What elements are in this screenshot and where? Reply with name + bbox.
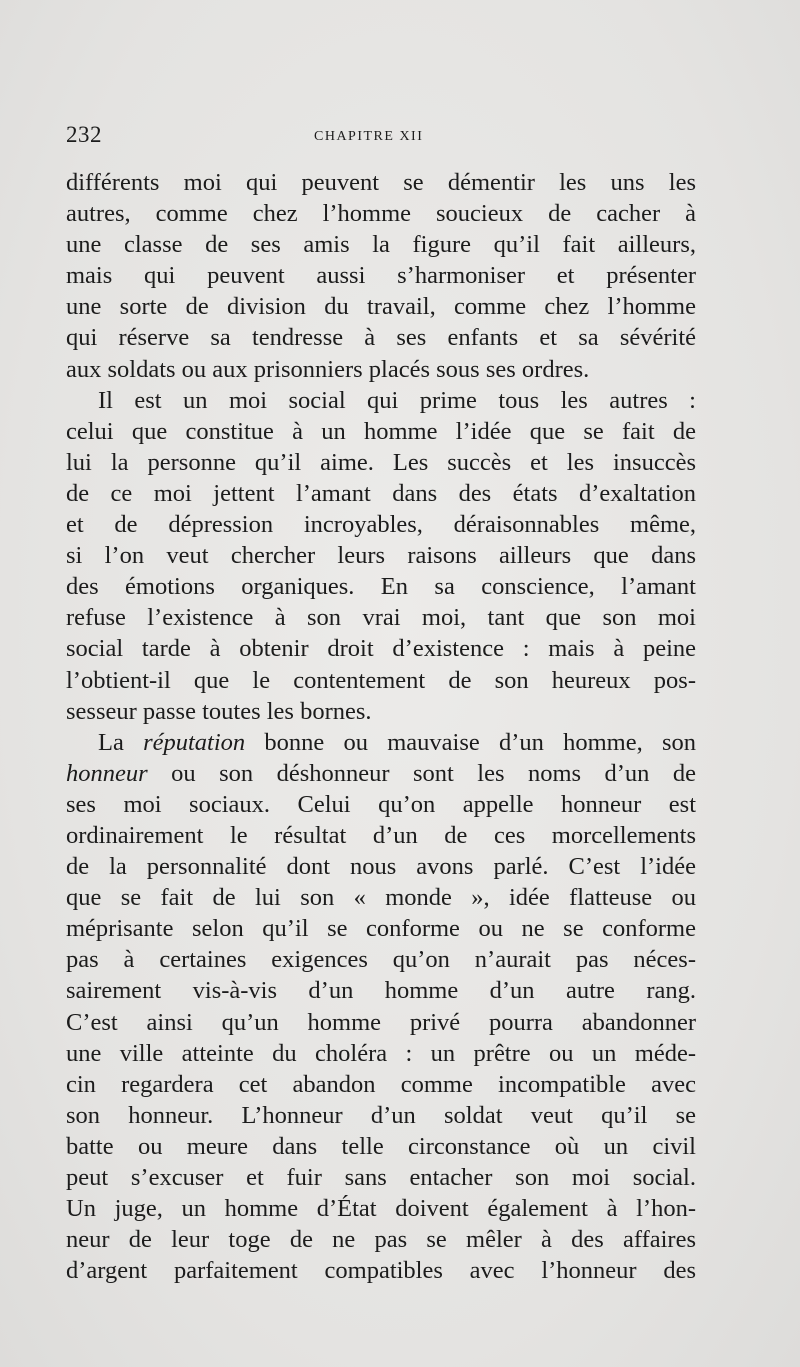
text-line: ses moi sociaux. Celui qu’on appelle honneur est [66, 790, 696, 818]
text-line: de ce moi jettent l’amant dans des états d’exaltation [66, 479, 696, 507]
italic-term-reputation: réputation [143, 728, 246, 756]
text-line: neur de leur toge de ne pas se mêler à des affaires [66, 1226, 696, 1254]
text-line [66, 727, 696, 758]
text-line: sesseur passe toutes les bornes. [66, 697, 372, 725]
text-line: aux soldats ou aux prisonniers placés sous ses ordres. [66, 355, 590, 383]
text-fragment: La [98, 728, 144, 756]
text-fragment: ou son déshonneur sont les noms d’un de [147, 759, 696, 787]
italic-term-honneur: honneur [66, 759, 148, 787]
text-line: mais qui peuvent aussi s’harmoniser et présenter [66, 262, 696, 290]
text-line: d’argent parfaitement compatibles avec l’honneur des [66, 1257, 696, 1285]
chapter-title: CHAPITRE XII [314, 129, 424, 144]
text-line: C’est ainsi qu’un homme privé pourra abandonner [66, 1008, 696, 1036]
text-line: Il est un moi social qui prime tous les autres : [98, 386, 696, 414]
text-line: cin regardera cet abandon comme incompatible avec [66, 1070, 696, 1098]
text-line: son honneur. L’honneur d’un soldat veut qu’il se [66, 1101, 696, 1129]
text-line: une ville atteinte du choléra : un prêtre ou un méde- [66, 1039, 696, 1067]
text-line: ordinairement le résultat d’un de ces morcellements [66, 821, 696, 849]
text-line: refuse l’existence à son vrai moi, tant que son moi [66, 604, 696, 632]
text-line: Un juge, un homme d’État doivent également à l’hon- [66, 1195, 696, 1223]
text-line: lui la personne qu’il aime. Les succès et les insuccès [66, 448, 696, 476]
text-line: de la personnalité dont nous avons parlé. C’est l’idée [66, 853, 696, 881]
text-line: méprisante selon qu’il se conforme ou ne se conforme [66, 915, 696, 943]
text-line: une classe de ses amis la figure qu’il fait ailleurs, [66, 231, 696, 259]
text-fragment: bonne ou mauvaise d’un homme, son [245, 728, 697, 756]
text-line: des émotions organiques. En sa conscience, l’amant [66, 573, 696, 601]
text-line: qui réserve sa tendresse à ses enfants et sa sévérité [66, 324, 696, 352]
text-line: l’obtient-il que le contentement de son heureux pos- [66, 666, 696, 694]
text-line: celui que constitue à un homme l’idée que se fait de [66, 417, 696, 445]
text-line: si l’on veut chercher leurs raisons ailleurs que dans [66, 542, 696, 570]
text-line: peut s’excuser et fuir sans entacher son moi social. [66, 1164, 696, 1191]
page-number: 232 [66, 122, 102, 147]
text-line [66, 758, 696, 789]
body-text [66, 167, 696, 1286]
text-line: autres, comme chez l’homme soucieux de cacher à [66, 200, 696, 228]
text-line: pas à certaines exigences qu’on n’aurait pas néces- [66, 946, 696, 974]
text-line: et de dépression incroyables, déraisonnables même, [66, 511, 696, 539]
text-line: différents moi qui peuvent se démentir les uns les [66, 169, 696, 196]
text-line: social tarde à obtenir droit d’existence : mais à peine [66, 635, 696, 663]
text-line: que se fait de lui son « monde », idée flatteuse ou [66, 884, 696, 912]
text-line: sairement vis-à-vis d’un homme d’un autre rang. [66, 977, 696, 1005]
text-line: une sorte de division du travail, comme chez l’homme [66, 293, 696, 321]
text-line: batte ou meure dans telle circonstance où un civil [66, 1132, 696, 1160]
running-head [66, 122, 706, 152]
